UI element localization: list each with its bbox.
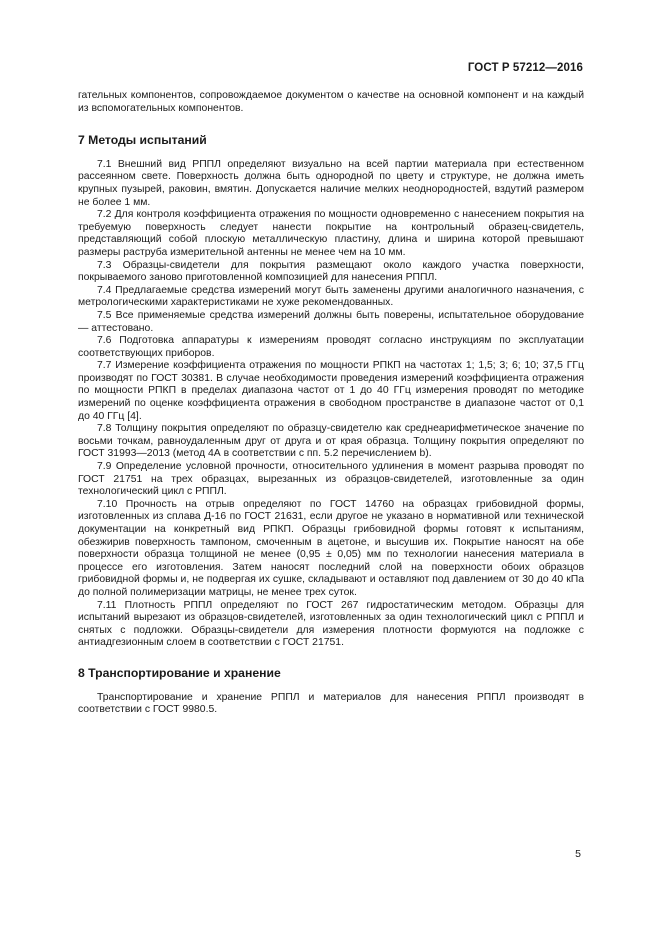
paragraph-7-3: 7.3 Образцы-свидетели для покрытия размещают около каждого участка поверхности, покрываемого заново приготовленной композицией для нанесения РППЛ. <box>78 259 584 284</box>
paragraph-7-7: 7.7 Измерение коэффициента отражения по мощности РПКП на частотах 1; 1,5; 3; 6; 10; 37,5 ГГц производят по ГОСТ 30381. В случае необходимости проведения измерений коэффициента отражения по мощности РПКП в пределах диапазона частот от 1 до 40 ГГц измерения проводят по методике измерений по оценке коэффициента отражения в свободном пространстве в диапазоне частот от 0,1 до 40 ГГц [4]. <box>78 360 584 422</box>
paragraph-7-2: 7.2 Для контроля коэффициента отражения по мощности одновременно с нанесением покрытия на требуемую поверхность следует нанести покрытие на контрольный образец-свидетель, представляющий собой плоскую металлическую пластину, длина и ширина которой превышают размеры раструба измерительной антенны не менее чем на 10 мм. <box>78 209 584 258</box>
intro-paragraph: гательных компонентов, сопровождаемое документом о качестве на основной компонент и на каждый из вспомогательных компонентов. <box>78 90 584 114</box>
paragraph-7-6: 7.6 Подготовка аппаратуры к измерениям проводят согласно инструкциям по эксплуатации соответствующих приборов. <box>78 335 584 359</box>
paragraph-8-1: Транспортирование и хранение РППЛ и материалов для нанесения РППЛ производят в соответствии с ГОСТ 9980.5. <box>78 691 584 716</box>
paragraph-7-9: 7.9 Определение условной прочности, относительного удлинения в момент разрыва проводят по ГОСТ 21751 на трех образцах, вырезанных из образцов-свидетелей, изготовленные за один технологический цикл с РППЛ. <box>78 461 584 498</box>
section-7-title: 7 Методы испытаний <box>78 133 207 148</box>
document-id-header: ГОСТ Р 57212—2016 <box>467 62 583 74</box>
page-number: 5 <box>575 848 581 860</box>
paragraph-7-5: 7.5 Все применяемые средства измерений должны быть поверены, испытательное оборудование — аттестовано. <box>78 309 584 334</box>
paragraph-7-4: 7.4 Предлагаемые средства измерений могут быть заменены другими аналогичного назначения, с метрологическими характеристиками не хуже рекомендованных. <box>78 284 584 309</box>
section-8-title: 8 Транспортирование и хранение <box>78 665 281 680</box>
paragraph-7-11: 7.11 Плотность РППЛ определяют по ГОСТ 267 гидростатическим методом. Образцы для испытаний вырезают из образцов-свидетелей, изготовленных за один технологический цикл с РППЛ и снятых с подложки. Образцы-свидетели для измерения плотности формуются на подложке с антиадгезионным слоем в соответствии с ГОСТ 21751. <box>78 599 584 649</box>
paragraph-7-8: 7.8 Толщину покрытия определяют по образцу-свидетелю как среднеарифметическое значение по восьми точкам, равноудаленным друг от друга и от края образца. Толщину покрытия определяют по ГОСТ 31993—2013 (метод 4А в соответствии с пп. 5.2 перечислением b). <box>78 423 584 460</box>
document-body <box>78 90 584 717</box>
paragraph-7-10: 7.10 Прочность на отрыв определяют по ГОСТ 14760 на образцах грибовидной формы, изготовленных из сплава Д-16 по ГОСТ 21631, если другое не указано в нормативной или технической документации на конкретный вид РПКП. Образцы грибовидной формы готовят к испытаниям, обезжирив поверхность тампоном, смоченным в ацетоне, и высушив их. Покрытие наносят на обе поверхности образца толщиной не менее (0,95 ± 0,05) мм по технологии нанесения материала в процессе его изготовления. Затем наносят последний слой на поверхности обоих образцов грибовидной формы и, не подвергая их сушке, складывают и оставляют под давлением от 30 до 40 кПа до полной полимеризации матрицы, не менее трех суток. <box>78 498 584 598</box>
paragraph-7-1: 7.1 Внешний вид РППЛ определяют визуально на всей партии материала при естественном рассеянном свете. Поверхность должна быть однородной по цвету и структуре, не должна иметь крупных пузырей, раковин, вмятин. Допускается наличие мелких неоднородностей, вздутий размером не более 1 мм. <box>78 158 584 208</box>
